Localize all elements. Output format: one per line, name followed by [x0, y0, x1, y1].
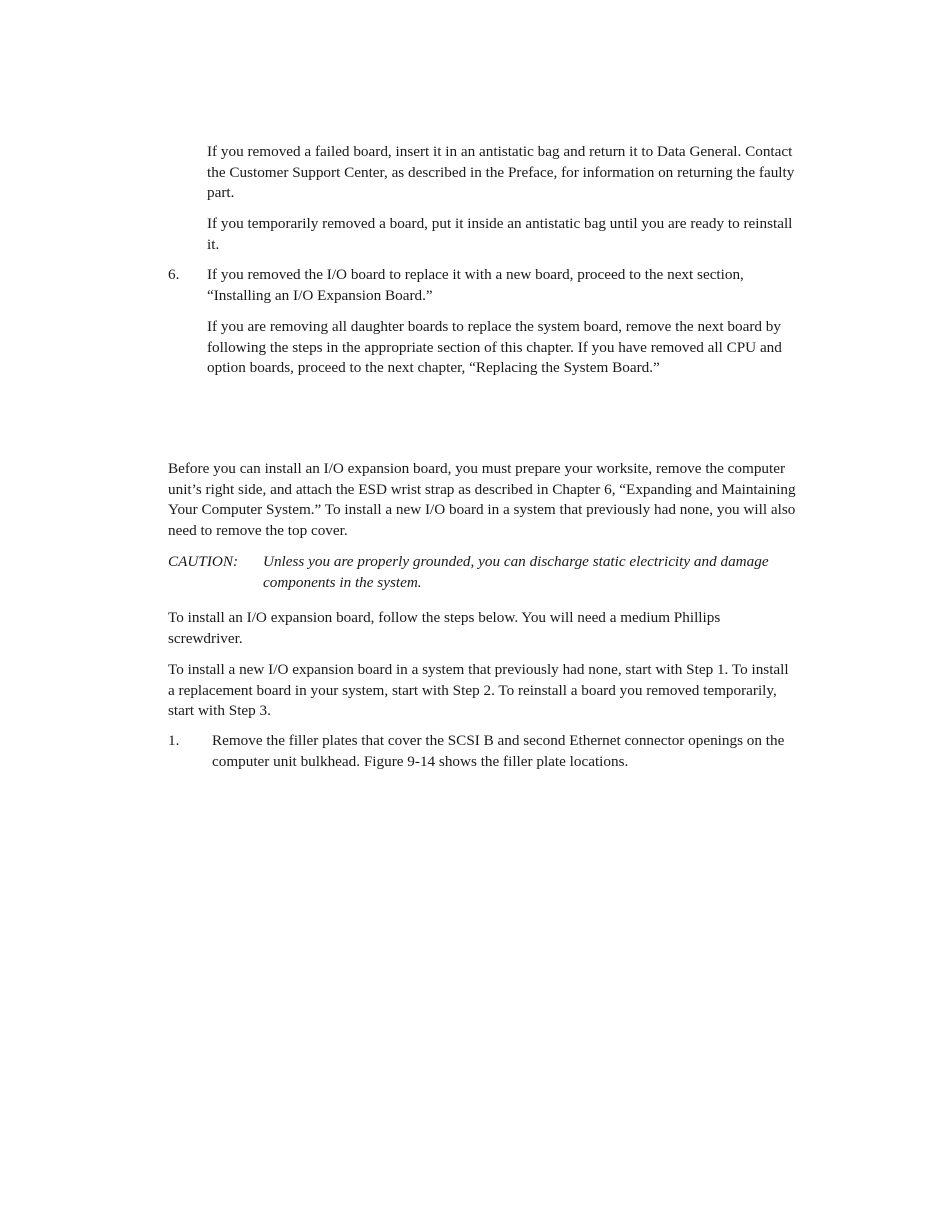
paragraph-start-step: To install a new I/O expansion board in a system that previously had none, start with Step 1. To install a replacement board in your system, start with Step 2. To reinstall a board you removed temporarily, start with Step 3.	[168, 661, 789, 719]
caution-label: CAUTION:	[168, 553, 239, 570]
caution-text: Unless you are properly grounded, you can discharge static electricity and damage components in the system.	[263, 553, 769, 591]
step-6-number: 6.	[168, 266, 180, 283]
step-1-number: 1.	[168, 732, 180, 749]
step-1-text: Remove the filler plates that cover the SCSI B and second Ethernet connector openings on the computer unit bulkhead. Figure 9-14 shows the filler plate locations.	[212, 732, 785, 770]
paragraph-failed-board: If you removed a failed board, insert it in an antistatic bag and return it to Data General. Contact the Customer Support Center, as described in the Preface, for information on returning the faulty part.	[207, 143, 795, 201]
paragraph-before-install: Before you can install an I/O expansion board, you must prepare your worksite, remove the computer unit’s right side, and attach the ESD wrist strap as described in Chapter 6, “Expanding and Maintaining Your Computer System.” To install a new I/O board in a system that previously had none, you will also need to remove the top cover.	[168, 460, 796, 539]
step-6-followup: If you are removing all daughter boards to replace the system board, remove the next board by following the steps in the appropriate section of this chapter. If you have removed all CPU and option boards, proceed to the next chapter, “Replacing the System Board.”	[207, 318, 782, 376]
step-6-text: If you removed the I/O board to replace it with a new board, proceed to the next section, “Installing an I/O Expansion Board.”	[207, 266, 744, 304]
paragraph-temporary-board: If you temporarily removed a board, put it inside an antistatic bag until you are ready to reinstall it.	[207, 215, 793, 253]
paragraph-follow-steps: To install an I/O expansion board, follow the steps below. You will need a medium Phillips screwdriver.	[168, 609, 721, 647]
